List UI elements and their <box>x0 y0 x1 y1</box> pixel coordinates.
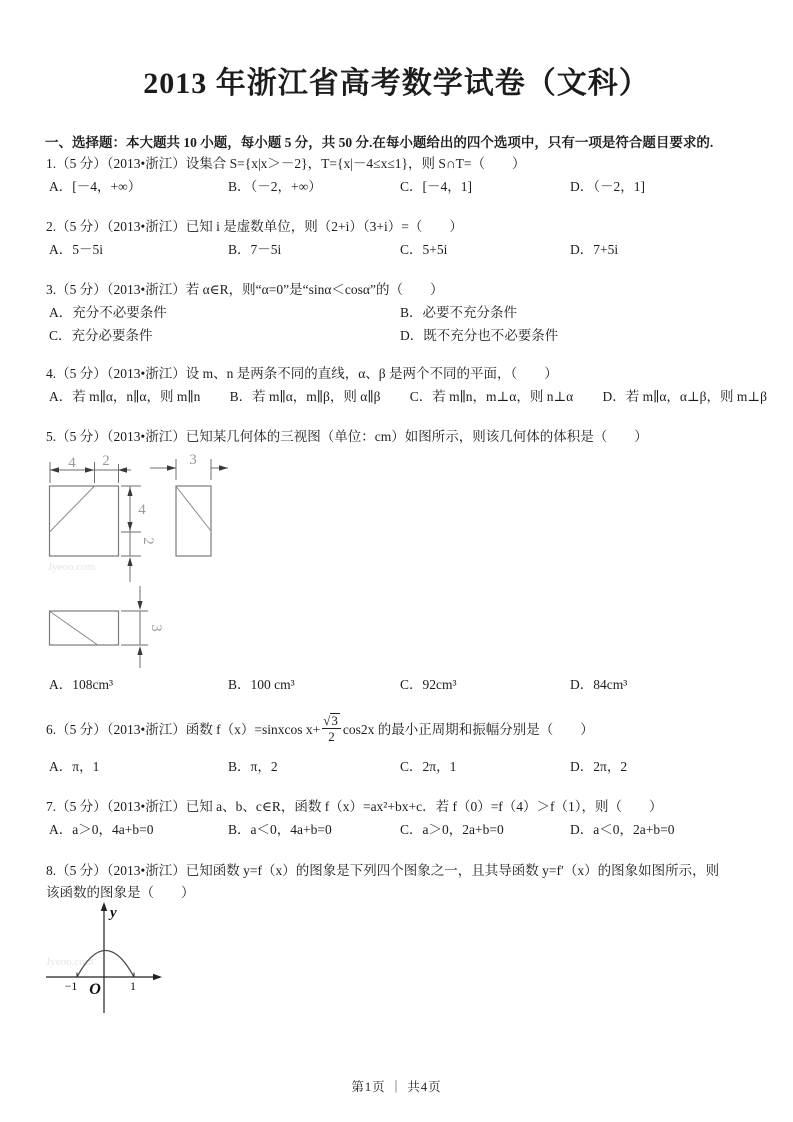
question-2-stem: 2.（5 分）（2013•浙江）已知 i 是虚数单位，则（2+i）（3+i）=（ ） <box>46 219 463 234</box>
question-5-stem: 5.（5 分）（2013•浙江）已知某几何体的三视图（单位：cm）如图所示，则该几何体的体积是（ ） <box>46 429 648 444</box>
x-tick-1: 1 <box>130 979 136 993</box>
top-view-dimension <box>121 611 148 668</box>
dim-label-bottom-height: 3 <box>148 624 164 632</box>
option-c: C．[－4，1] <box>400 179 472 194</box>
axis-label-y: y <box>110 905 117 921</box>
option-d: D．（－2，1] <box>570 179 645 194</box>
question-6-stem-post: cos2x 的最小正周期和振幅分别是（ ） <box>342 722 594 737</box>
option-b: B．必要不充分条件 <box>400 305 518 320</box>
option-c: C．5+5i <box>400 242 448 257</box>
radicand: 3 <box>331 712 338 728</box>
origin-label: O <box>89 981 101 998</box>
question-8-stem-line2: 该函数的图象是（ ） <box>46 885 195 900</box>
option-d: D．既不充分也不必要条件 <box>400 328 559 343</box>
side-view-diagonal <box>177 487 212 531</box>
option-a: A．充分不必要条件 <box>49 305 167 320</box>
option-d: D．a＜0，2a+b=0 <box>570 822 675 837</box>
question-2-options <box>49 240 618 260</box>
question-7-options <box>49 820 674 840</box>
section-header: 一、选择题：本大题共 10 小题，每小题 5 分，共 50 分.在每小题给出的四个选项中，只有一项是符合题目要求的. <box>45 135 714 150</box>
fraction-sqrt3-over-2 <box>322 713 341 743</box>
option-a: A．π，1 <box>49 759 100 774</box>
derivative-graph <box>42 898 177 1016</box>
option-a: A．[－4，+∞） <box>49 179 142 194</box>
option-c: C．2π，1 <box>400 759 457 774</box>
top-view-rect <box>50 611 119 645</box>
question-6-stem <box>46 702 594 754</box>
front-view-diagonal <box>50 487 95 533</box>
dim-label-front-height-top: 4 <box>138 502 146 518</box>
option-b: B．7－5i <box>228 242 282 257</box>
question-5-options <box>49 675 627 695</box>
option-b: B．a＜0，4a+b=0 <box>228 822 332 837</box>
option-b: B．π，2 <box>228 759 278 774</box>
question-3-options <box>49 303 558 346</box>
option-d: D．若 m∥α，α⊥β，则 m⊥β <box>602 389 767 404</box>
watermark-text: Jyeoo.com <box>46 956 94 968</box>
option-d: D．7+5i <box>570 242 619 257</box>
question-4-stem: 4.（5 分）（2013•浙江）设 m、n 是两条不同的直线，α、β 是两个不同的平面，（ ） <box>46 366 558 381</box>
question-1-options <box>49 177 645 197</box>
option-a: A．108cm³ <box>49 677 114 692</box>
option-d: D．84cm³ <box>570 677 628 692</box>
question-3-stem: 3.（5 分）（2013•浙江）若 α∈R，则“α=0”是“sinα＜cosα”的（ ） <box>46 282 444 297</box>
x-tick-neg1: −1 <box>64 979 78 993</box>
page-title: 2013 年浙江省高考数学试卷（文科） <box>143 67 650 100</box>
question-4-options <box>49 387 767 407</box>
side-view-rect <box>176 486 211 556</box>
option-c: C．92cm³ <box>400 677 457 692</box>
option-c: C．若 m∥n，m⊥α，则 n⊥α <box>409 389 574 404</box>
option-b: B．（－2，+∞） <box>228 179 322 194</box>
denominator: 2 <box>322 728 341 744</box>
dim-label-front-width-right: 2 <box>102 453 110 469</box>
front-right-dimension <box>121 486 141 582</box>
option-b: B．若 m∥α，m∥β，则 α∥β <box>229 389 381 404</box>
question-6-stem-pre: 6.（5 分）（2013•浙江）函数 f（x）=sinxcos x+ <box>46 722 321 737</box>
option-a: A．若 m∥α，n∥α，则 m∥n <box>49 389 201 404</box>
question-6-options <box>49 757 627 777</box>
option-a: A．5－5i <box>49 242 103 257</box>
option-a: A．a＞0，4a+b=0 <box>49 822 154 837</box>
page-footer: 第1页 ｜ 共4页 <box>351 1080 442 1094</box>
top-view-diagonal <box>50 612 97 645</box>
radical-sign: √ <box>323 712 331 728</box>
dim-label-front-width-left: 4 <box>68 455 76 471</box>
question-1-stem: 1.（5 分）（2013•浙江）设集合 S={x|x＞－2}，T={x|－4≤x≤1}，则 S∩T=（ ） <box>46 156 526 171</box>
dim-label-front-height-bottom: 2 <box>140 537 156 545</box>
question-7-stem: 7.（5 分）（2013•浙江）已知 a、b、c∈R，函数 f（x）=ax²+bx+c．若 f（0）=f（4）＞f（1），则（ ） <box>46 799 663 814</box>
option-c: C．a＞0，2a+b=0 <box>400 822 504 837</box>
three-view-diagram <box>40 452 230 672</box>
option-c: C．充分必要条件 <box>49 328 153 343</box>
option-b: B．100 cm³ <box>228 677 295 692</box>
watermark-text: Jyeoo.com <box>48 561 96 573</box>
option-d: D．2π，2 <box>570 759 628 774</box>
curve-arc <box>77 951 134 978</box>
front-top-dimension <box>50 462 131 483</box>
dim-label-side-width: 3 <box>189 452 197 468</box>
question-8-stem-line1: 8.（5 分）（2013•浙江）已知函数 y=f（x）的图象是下列四个图象之一，且其导函数 y=f′（x）的图象如图所示，则 <box>46 863 720 878</box>
